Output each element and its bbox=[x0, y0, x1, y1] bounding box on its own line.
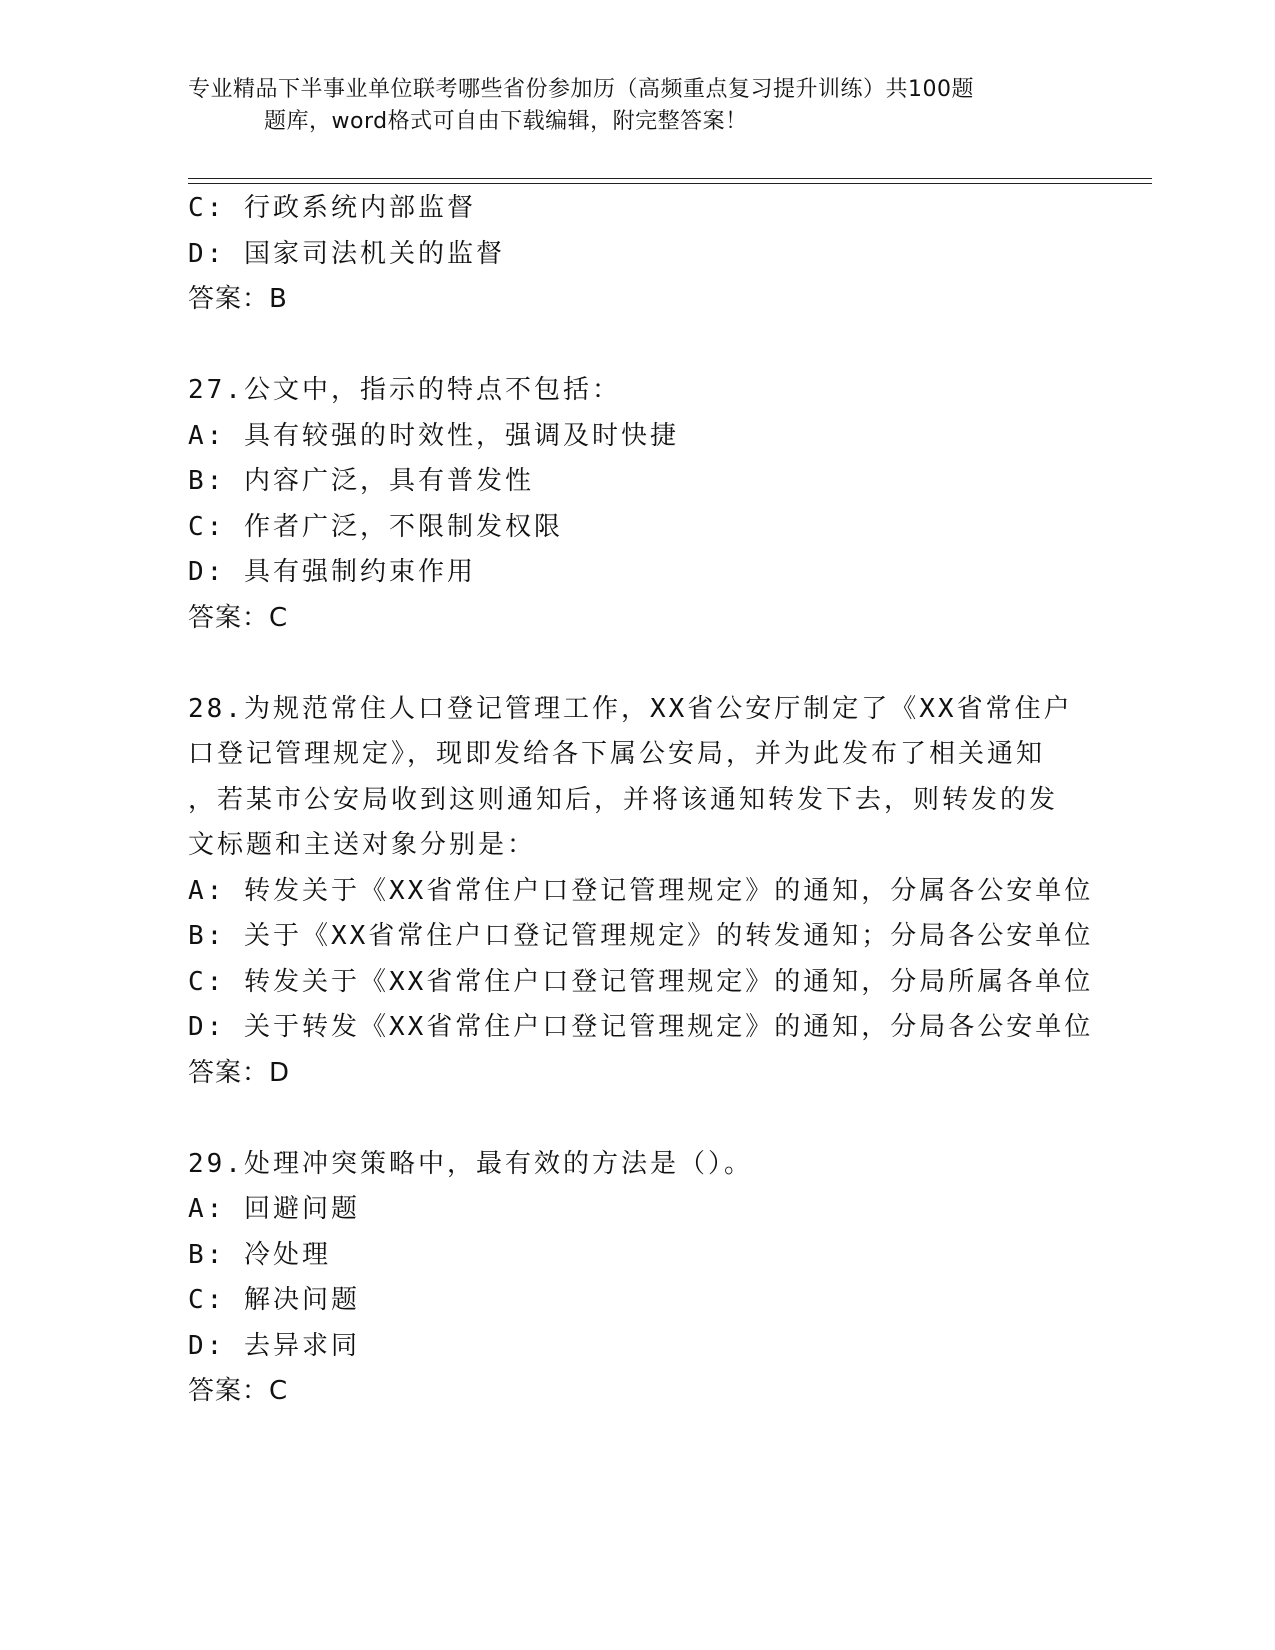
option-a: A: 转发关于《XX省常住户口登记管理规定》的通知，分属各公安单位 bbox=[188, 875, 1094, 906]
title-line-2: 题库，word格式可自由下载编辑，附完整答案！ bbox=[264, 109, 748, 134]
question-29 bbox=[188, 1142, 1138, 1415]
option-b: B: 内容广泛，具有普发性 bbox=[188, 466, 534, 496]
answer: 答案：C bbox=[188, 602, 289, 633]
header-divider-bottom bbox=[188, 183, 1152, 184]
option-a: A: 回避问题 bbox=[188, 1194, 360, 1224]
answer: 答案：D bbox=[188, 1057, 291, 1088]
option-d: D: 关于转发《XX省常住户口登记管理规定》的通知，分局各公安单位 bbox=[188, 1012, 1094, 1042]
question-stem: 29.处理冲突策略中，最有效的方法是（）。 bbox=[188, 1148, 753, 1179]
question-27 bbox=[188, 368, 1138, 641]
option-c: C: 转发关于《XX省常住户口登记管理规定》的通知，分局所属各单位 bbox=[188, 966, 1094, 997]
option-b: B: 关于《XX省常住户口登记管理规定》的转发通知；分局各公安单位 bbox=[188, 921, 1094, 951]
option-a: A: 具有较强的时效性，强调及时快捷 bbox=[188, 420, 679, 451]
question-stem: 27.公文中，指示的特点不包括： bbox=[188, 375, 621, 405]
question-stem-line-3: ，若某市公安局收到这则通知后，并将该通知转发下去，则转发的发 bbox=[188, 784, 1059, 815]
question-26 bbox=[188, 186, 1138, 323]
option-d: D: 去异求同 bbox=[188, 1330, 360, 1361]
question-28 bbox=[188, 687, 1138, 1097]
spacer bbox=[188, 1096, 1138, 1142]
title-line-1: 专业精品下半事业单位联考哪些省份参加历（高频重点复习提升训练）共100题 bbox=[188, 77, 974, 102]
spacer bbox=[188, 641, 1138, 687]
answer: 答案：B bbox=[188, 284, 288, 314]
question-list bbox=[188, 186, 1138, 1415]
option-c: C: 解决问题 bbox=[188, 1285, 360, 1315]
question-stem-line-1: 28.为规范常住人口登记管理工作，XX省公安厅制定了《XX省常住户 bbox=[188, 693, 1073, 724]
option-c: C: 作者广泛，不限制发权限 bbox=[188, 511, 563, 542]
option-d: D: 具有强制约束作用 bbox=[188, 557, 476, 587]
option-b: B: 冷处理 bbox=[188, 1239, 331, 1270]
answer: 答案：C bbox=[188, 1376, 289, 1406]
spacer bbox=[188, 323, 1138, 369]
document-title bbox=[188, 74, 1068, 138]
option-c: C: 行政系统内部监督 bbox=[188, 193, 476, 223]
header-divider-top bbox=[188, 178, 1152, 179]
question-stem-line-2: 口登记管理规定》，现即发给各下属公安局，并为此发布了相关通知 bbox=[188, 739, 1046, 769]
option-d: D: 国家司法机关的监督 bbox=[188, 238, 505, 269]
question-stem-line-4: 文标题和主送对象分别是： bbox=[188, 830, 537, 860]
